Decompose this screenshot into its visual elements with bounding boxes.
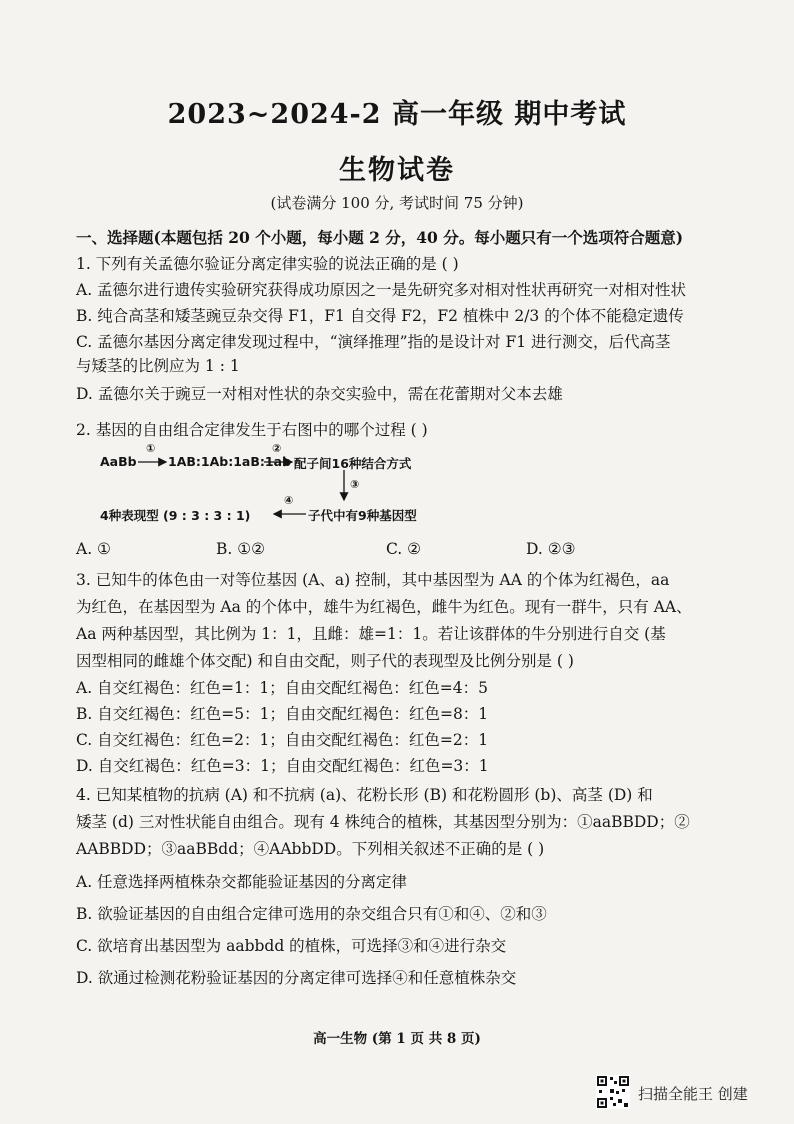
q4-stem-line2: 矮茎 (d) 三对性状能自由组合。现有 4 株纯合的植株，其基因型分别为：①aaBBDD；② <box>76 813 690 831</box>
diagram-step2-label: ② <box>272 442 282 455</box>
q1-option-c: C. 孟德尔基因分离定律发现过程中，“演绎推理”指的是设计对 F1 进行测交，后代高茎 <box>76 333 671 351</box>
q4-option-a: A. 任意选择两植株杂交都能验证基因的分离定律 <box>76 873 408 891</box>
q2-option-d: D. ②③ <box>526 540 576 558</box>
diagram-gametes: 1AB:1Ab:1aB:1ab <box>168 454 291 469</box>
q3-option-c: C. 自交红褐色：红色=2：1；自由交配红褐色：红色=2：1 <box>76 731 489 749</box>
q1-option-c-cont: 与矮茎的比例应为 1 : 1 <box>76 357 240 375</box>
exam-title: 2023~2024-2 高一年级 期中考试 <box>167 99 627 130</box>
q2-option-a: A. ① <box>76 540 111 558</box>
q1-option-b: B. 纯合高茎和矮茎豌豆杂交得 F1，F1 自交得 F2，F2 植株中 2/3 的个体不能稳定遗传 <box>76 307 684 325</box>
q4-option-d: D. 欲通过检测花粉验证基因的分离定律可选择④和任意植株杂交 <box>76 969 517 987</box>
q4-stem-line3: AABBDD；③aaBBdd；④AAbbDD。下列相关叙述不正确的是 ( ) <box>76 840 545 858</box>
q1-option-d: D. 孟德尔关于豌豆一对相对性状的杂交实验中，需在花蕾期对父本去雄 <box>76 385 563 403</box>
q2-option-c: C. ② <box>386 540 422 558</box>
q3-stem-line3: Aa 两种基因型，其比例为 1：1，且雌：雄=1：1。若让该群体的牛分别进行自交 (基 <box>76 625 666 643</box>
section-heading: 一、选择题(本题包括 20 个小题，每小题 2 分，40 分。每小题只有一个选项符合题意) <box>76 228 684 247</box>
diagram-phenotypes: 4种表现型 (9 : 3 : 3 : 1) <box>100 508 251 523</box>
q3-stem-line1: 3. 已知牛的体色由一对等位基因 (A、a) 控制，其中基因型为 AA 的个体为红褐色，aa <box>76 571 670 589</box>
diagram-step1-label: ① <box>146 442 156 455</box>
q3-stem-line2: 为红色，在基因型为 Aa 的个体中，雄牛为红褐色，雌牛为红色。现有一群牛，只有 AA、 <box>76 598 692 616</box>
exam-note: (试卷满分 100 分, 考试时间 75 分钟) <box>270 194 524 212</box>
scanner-watermark <box>596 1075 772 1111</box>
diagram-start: AaBb <box>100 454 137 469</box>
diagram-step3-label: ③ <box>350 478 360 491</box>
page-footer: 高一生物 (第 1 页 共 8 页) <box>313 1031 481 1047</box>
q1-stem: 1. 下列有关孟德尔验证分离定律实验的说法正确的是 ( ) <box>76 255 459 273</box>
q1-option-a: A. 孟德尔进行遗传实验研究获得成功原因之一是先研究多对相对性状再研究一对相对性状 <box>76 281 687 299</box>
q3-option-d: D. 自交红褐色：红色=3：1；自由交配红褐色：红色=3：1 <box>76 757 489 775</box>
genetics-flow-diagram <box>100 442 460 530</box>
q4-option-c: C. 欲培育出基因型为 aabbdd 的植株，可选择③和④进行杂交 <box>76 937 507 955</box>
q2-stem: 2. 基因的自由组合定律发生于右图中的哪个过程 ( ) <box>76 421 428 439</box>
scanner-label: 扫描全能王 创建 <box>638 1085 748 1103</box>
diagram-combos: 配子间16种结合方式 <box>294 456 412 471</box>
diagram-step4-label: ④ <box>284 494 294 507</box>
qr-code-icon <box>596 1075 630 1109</box>
q2-option-b: B. ①② <box>216 540 266 558</box>
exam-subtitle: 生物试卷 <box>339 155 455 186</box>
diagram-genotypes: 子代中有9种基因型 <box>308 508 417 523</box>
q3-option-b: B. 自交红褐色：红色=5：1；自由交配红褐色：红色=8：1 <box>76 705 489 723</box>
q4-option-b: B. 欲验证基因的自由组合定律可选用的杂交组合只有①和④、②和③ <box>76 905 547 923</box>
q3-stem-line4: 因型相同的雌雄个体交配) 和自由交配，则子代的表现型及比例分别是 ( ) <box>76 652 574 670</box>
q4-stem-line1: 4. 已知某植物的抗病 (A) 和不抗病 (a)、花粉长形 (B) 和花粉圆形 (b)、高茎 (D) 和 <box>76 786 653 804</box>
q3-option-a: A. 自交红褐色：红色=1：1；自由交配红褐色：红色=4：5 <box>76 679 488 697</box>
